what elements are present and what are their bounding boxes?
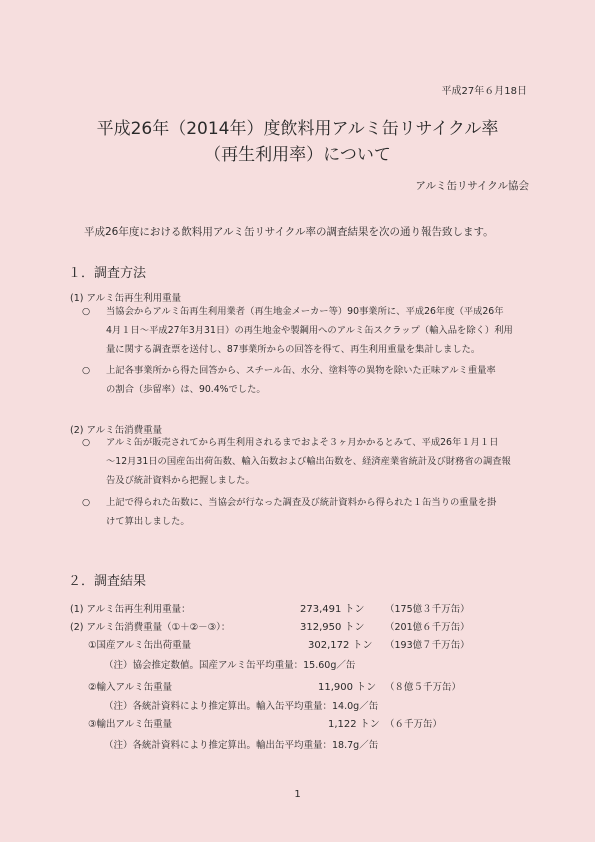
bullet-circle-icon: ○	[82, 306, 91, 317]
bullet-line: 上記で得られた缶数に、当協会が行なった調査及び統計資料から得られた１缶当りの重量を掛	[106, 497, 497, 508]
result-note: （６千万缶）	[385, 719, 443, 730]
bullet-line: ～12月31日の国産缶出荷缶数、輸入缶数および輸出缶数を、経済産業省統計及び財務省の調査報	[106, 456, 511, 467]
organization-name: アルミ缶リサイクル協会	[415, 180, 529, 192]
subsection-1-label: (1) アルミ缶再生利用重量	[70, 293, 182, 304]
document-date: 平成27年６月18日	[441, 86, 527, 97]
bullet-line: 当協会からアルミ缶再生利用業者（再生地金メーカー等）90事業所に、平成26年度（平成26年	[106, 306, 504, 317]
result-value: 312,950 トン	[300, 622, 365, 633]
bullet-line: 上記各事業所から得た回答から、スチール缶、水分、塗料等の異物を除いた正味アルミ重量率	[106, 365, 496, 376]
method-bullet-1	[82, 302, 513, 359]
bullet-line: けて算出しました。	[106, 516, 190, 527]
result-label: (2) アルミ缶消費重量（①＋②－③）：	[70, 622, 231, 633]
result-value: 273,491 トン	[300, 604, 365, 615]
result-footnote: （注）各統計資料により推定算出。輸入缶平均重量：14.0g／缶	[104, 701, 379, 712]
bullet-circle-icon: ○	[82, 365, 91, 376]
method-bullet-4	[82, 493, 497, 531]
document-title	[0, 116, 595, 168]
bullet-line: 告及び統計資料から把握しました。	[106, 475, 255, 486]
result-note: （201億６千万缶）	[385, 622, 470, 633]
result-note: （８億５千万缶）	[385, 682, 462, 693]
result-label: ②輸入アルミ缶重量	[88, 682, 173, 693]
bullet-line: 量に関する調査票を送付し、87事業所からの回答を得て、再生利用重量を集計しました。	[106, 344, 481, 355]
section-2-heading: ２．調査結果	[68, 574, 147, 589]
page-number: 1	[294, 789, 301, 800]
bullet-line: アルミ缶が販売されてから再生利用されるまでおよそ３ヶ月かかるとみて、平成26年１月１日	[106, 437, 499, 448]
bullet-line: の割合（歩留率）は、90.4%でした。	[106, 384, 266, 395]
intro-paragraph: 平成26年度における飲料用アルミ缶リサイクル率の調査結果を次の通り報告致します。	[84, 226, 494, 238]
bullet-circle-icon: ○	[82, 497, 91, 508]
result-label: ①国産アルミ缶出荷重量	[88, 640, 192, 651]
subsection-2-label: (2) アルミ缶消費重量	[70, 425, 163, 436]
result-footnote: （注）協会推定数値。国産アルミ缶平均重量：15.60g／缶	[104, 660, 356, 671]
bullet-line: 4月１日～平成27年3月31日）の再生地金や製鋼用へのアルミ缶スクラップ（輸入品を除く）利用	[106, 325, 513, 336]
result-note: （193億７千万缶）	[385, 640, 470, 651]
result-label: (1) アルミ缶再生利用重量：	[70, 604, 191, 615]
result-label: ③輸出アルミ缶重量	[88, 719, 173, 730]
result-value: 302,172 トン	[308, 640, 373, 651]
result-value: 1,122 トン	[328, 719, 380, 730]
title-line-2: （再生利用率）について	[204, 145, 391, 165]
title-line-1: 平成26年（2014年）度飲料用アルミ缶リサイクル率	[96, 119, 499, 139]
result-note: （175億３千万缶）	[385, 604, 470, 615]
bullet-circle-icon: ○	[82, 437, 91, 448]
result-value: 11,900 トン	[318, 682, 377, 693]
result-footnote: （注）各統計資料により推定算出。輸出缶平均重量：18.7g／缶	[104, 740, 379, 751]
section-1-heading: １．調査方法	[68, 266, 147, 281]
method-bullet-2	[82, 361, 496, 399]
method-bullet-3	[82, 433, 511, 490]
